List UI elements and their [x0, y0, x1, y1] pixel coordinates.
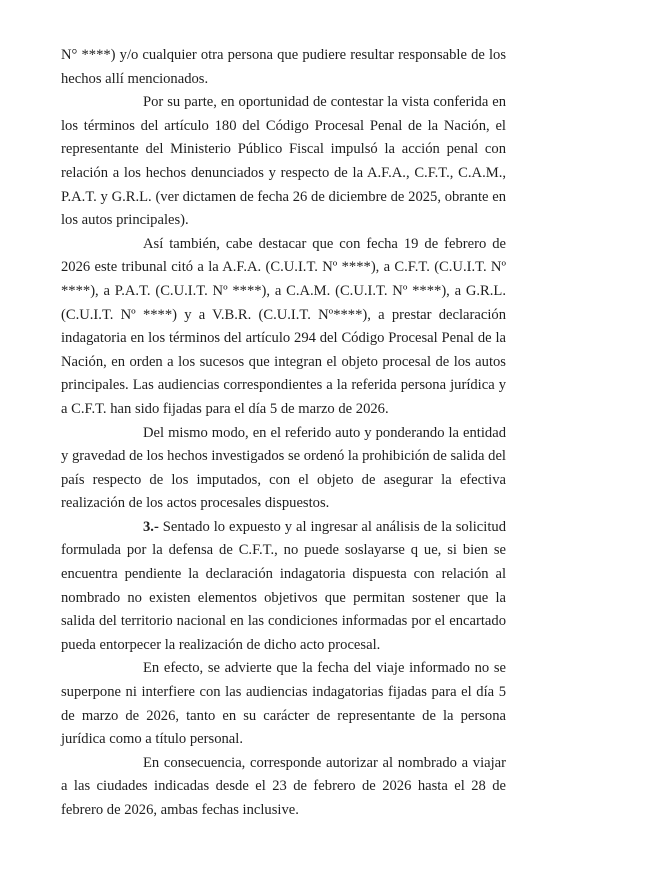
paragraph-travel-ban: Del mismo modo, en el referido auto y ponderando la entidad y gravedad de los hechos investigados se ordenó la prohibición de salida del país respecto de los imputados, con el objeto de asegurar la efectiva realización de los actos procesales dispuestos. [61, 424, 506, 512]
paragraph-fiscal-opinion: Por su parte, en oportunidad de contestar la vista conferida en los términos del artículo 180 del Código Procesal Penal de la Nación, el representante del Ministerio Público Fiscal impulsó la acción penal con relación a los hechos denunciados y respecto de la A.F.A., C.F.T., C.A.M., P.A.T. y G.R.L. (ver dictamen de fecha 26 de diciembre de 2025, obrante en los autos principales). [61, 94, 506, 229]
paragraph-summons: Así también, cabe destacar que con fecha 19 de febrero de 2026 este tribunal citó a la A.F.A. (C.U.I.T. Nº ****), a C.F.T. (C.U.I.T. Nº ****), a P.A.T. (C.U.I.T. Nº ****), a C.A.M. (C.U.I.T. Nº ****), a G.R.L. (C.U.I.T. Nº ****) y a V.B.R. (C.U.I.T. Nº****), a prestar declaración indagatoria en los términos del artículo 294 del Código Procesal Penal de la Nación, en orden a los sucesos que integran el objeto procesal de los autos principales. Las audiencias correspondientes a la referida persona jurídica y a C.F.T. han sido fijadas para el día 5 de marzo de 2026. [61, 235, 506, 417]
paragraph-no-overlap: En efecto, se advierte que la fecha del viaje informado no se superpone ni interfiere con las audiencias indagatorias fijadas para el día 5 de marzo de 2026, tanto en su carácter de representante de la persona jurídica como a título personal. [61, 660, 506, 748]
paragraph-section-3 [61, 516, 506, 658]
section-number: 3.- [143, 518, 159, 535]
paragraph-continuation: N° ****) y/o cualquier otra persona que pudiere resultar responsable de los hechos allí mencionados. [61, 47, 506, 87]
paragraph-authorization: En consecuencia, corresponde autorizar al nombrado a viajar a las ciudades indicadas desde el 23 de febrero de 2026 hasta el 28 de febrero de 2026, ambas fechas inclusive. [61, 754, 506, 818]
section-3-text: Sentado lo expuesto y al ingresar al análisis de la solicitud formulada por la defensa de C.F.T., no puede soslayarse q ue, si bien se encuentra pendiente la declaración indagatoria dispuesta con relación al nombrado no existen elementos objetivos que permitan sostener que la salida del territorio nacional en las condiciones informadas por el encartado pueda entorpecer la realización de dicho acto procesal. [61, 518, 506, 653]
document-page [61, 44, 506, 823]
